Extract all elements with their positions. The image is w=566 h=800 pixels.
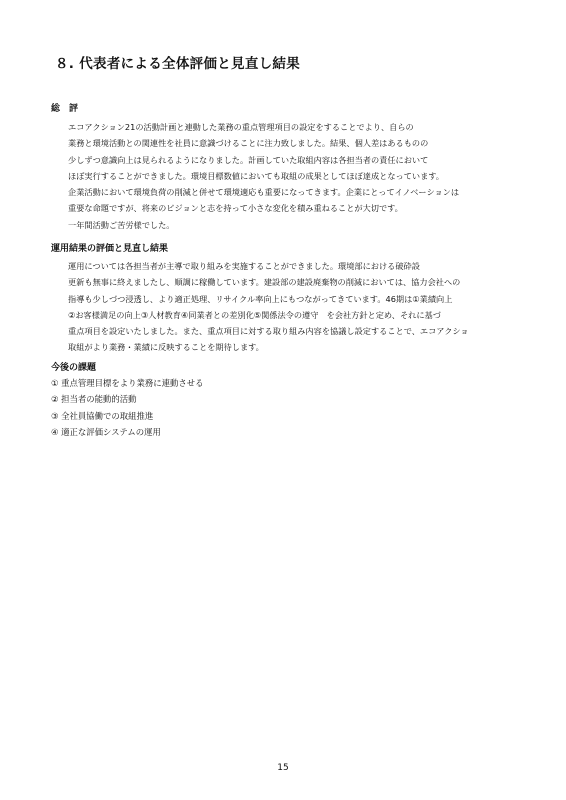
overall-heading: 総 評 <box>51 104 79 114</box>
overall-line: 一年間活動ご苦労様でした。 <box>68 219 175 230</box>
operation-line: 更新も無事に終えましたし、順調に稼働しています。建設部の建設廃棄物の削減においては、協力会社への <box>68 277 461 288</box>
overall-paragraph <box>68 119 514 233</box>
overall-line: 少しずつ意識向上は見られるようになりました。計画していた取組内容は各担当者の責任において <box>68 154 429 165</box>
page-number: 15 <box>277 763 289 773</box>
tasks-list <box>51 375 204 440</box>
overall-line: 企業活動において環境負荷の削減と併せて環境適応も重要になってきます。企業にとってイノベーションは <box>68 187 460 198</box>
operation-line: 運用については各担当者が主導で取り組みを実施することができました。環境部における破砕設 <box>68 261 420 271</box>
operation-line: 取組がより業務・業績に反映することを期待します。 <box>68 342 264 353</box>
overall-line: ほぼ実行することができました。環境目標数値においても取組の成果としてほぼ達成となっています。 <box>68 170 444 181</box>
tasks-heading: 今後の課題 <box>51 363 97 373</box>
task-item: ④ 適正な評価システムの運用 <box>51 426 161 437</box>
task-item: ③ 全社員協働での取組推進 <box>51 410 154 421</box>
operation-line: 重点項目を設定いたしました。また、重点項目に対する取り組み内容を協議し設定することで、エコアクショ <box>68 326 469 337</box>
operation-heading: 運用結果の評価と見直し結果 <box>51 244 169 254</box>
task-item: ① 重点管理目標をより業務に連動させる <box>51 378 204 388</box>
operation-paragraph <box>68 258 514 356</box>
overall-line: エコアクション21の活動計画と連動した業務の重点管理項目の設定をすることでより、自らの <box>68 122 414 132</box>
overall-line: 重要な命題ですが、将来のビジョンと志を持って小さな変化を積み重ねることが大切です。 <box>68 203 403 214</box>
operation-line: 指導も少しづつ浸透し、より適正処理、リサイクル率向上にもつながってきています。46期は①業績向上 <box>68 293 453 304</box>
page-title: ８. 代表者による全体評価と見直し結果 <box>55 56 301 72</box>
task-item: ② 担当者の能動的活動 <box>51 394 137 405</box>
operation-line: ②お客様満足の向上③人材教育④同業者との差別化⑤関係法令の遵守 を会社方針と定め、それに基づ <box>68 309 441 320</box>
overall-line: 業務と環境活動との関連性を社員に意識づけることに注力致しました。結果、個人差はあるものの <box>68 138 429 149</box>
